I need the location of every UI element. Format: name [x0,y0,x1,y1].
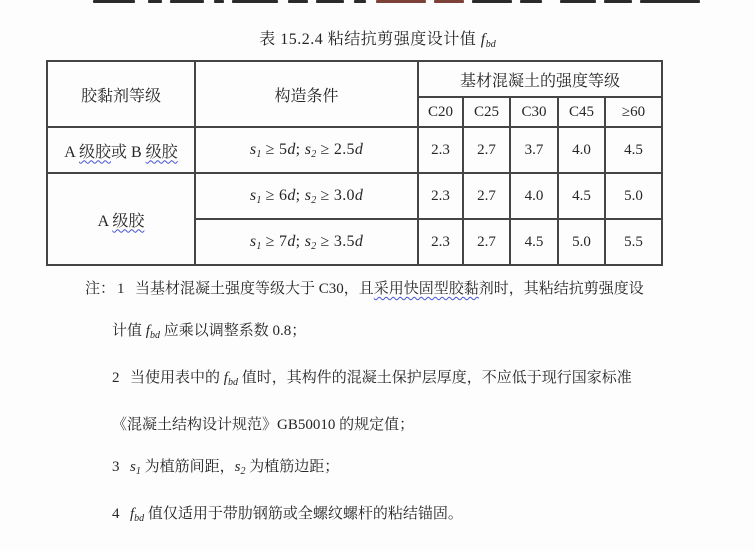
spacing-var [250,233,262,250]
table-row [47,127,662,173]
strength-value-cell: 2.7 [463,173,510,219]
math-subscript: 2 [240,466,246,477]
text-fragment [232,0,278,3]
note-text: 为植筋边距； [245,459,340,475]
note-wavy-text: 采用快固型胶黏 [373,281,479,297]
adhesive-grade-cell [47,127,195,173]
math-subscript: 1 [256,194,262,206]
grade-header-cell: C30 [510,97,558,127]
note-text: 应乘以调整系数 0.8； [159,323,307,339]
header-construction-condition: 构造条件 [195,61,418,127]
note-line [112,415,737,435]
strength-value-cell: 2.3 [418,173,463,219]
table-caption-text: 表 15.2.4 粘结抗剪强度设计值 [259,31,477,48]
fbd-base: f [480,31,486,48]
math-base: s [249,186,257,204]
math-subscript: 1 [135,466,141,477]
note-text: 当使用表中的 [130,370,224,386]
note-line [85,279,737,299]
header-concrete-strength-group: 基材混凝土的强度等级 [418,61,662,97]
note-text: 计值 [112,323,146,339]
adhesive-grade-cell [47,173,195,265]
strength-value-cell: 5.5 [605,219,662,265]
table-row [47,173,662,219]
bond-strength-table [46,60,663,266]
spacing-var [305,187,317,204]
note-number: 3 [112,459,120,475]
math-base: f [223,370,228,386]
notes-label: 注： [85,281,116,297]
strength-value-cell: 4.5 [558,173,605,219]
unit-d: d [354,140,364,158]
note-math [235,459,246,475]
text-fragment [434,0,464,3]
condition-cell: $s_1 \ge 5d$; $s_2 \ge 2.5d$ [195,127,418,173]
text-fragment [472,0,512,3]
math-subscript: 2 [311,148,317,160]
table-caption [0,26,755,50]
text-fragment [376,0,426,3]
math-base: s [249,232,257,250]
math-base: s [304,186,312,204]
adhesive-grade-wavy-text: 级胶 [78,143,111,161]
note-math [146,323,160,339]
adhesive-grade-text: A [64,143,79,161]
math-subscript: bd [227,377,238,388]
strength-value-cell: 2.7 [463,219,510,265]
note-number: 2 [112,370,120,386]
spacing-var [305,141,317,158]
note-number: 4 [112,506,120,522]
unit-d: d [287,140,296,158]
spacing-var [250,187,262,204]
note-text: 值时，其构件的混凝土保护层厚度，不应低于现行国家标准 [237,370,632,386]
spacing-var [250,141,262,158]
math-subscript: bd [134,513,145,524]
grade-header-cell: ≥60 [605,97,662,127]
strength-value-cell: 4.0 [510,173,558,219]
grade-header-cell: C25 [463,97,510,127]
text-fragment [520,0,542,3]
text-fragment [214,0,224,3]
note-text: 《混凝土结构设计规范》GB50010 的规定值； [112,417,415,433]
text-fragment [288,0,308,3]
note-math [130,506,144,522]
text-fragment [640,0,700,3]
math-base: s [304,232,312,250]
math-subscript: bd [149,330,160,341]
note-number: 1 [117,281,125,297]
math-subscript: 1 [256,148,262,160]
condition-cell: $s_1 \ge 7d$; $s_2 \ge 3.5d$ [195,219,418,265]
text-fragment [148,0,162,3]
strength-value-cell: 5.0 [605,173,662,219]
note-math [130,459,141,475]
fbd-subscript: bd [485,39,496,50]
text-fragment [170,0,204,3]
note-text: 剂时，其粘结抗剪强度设 [478,281,644,297]
strength-value-cell: 4.0 [558,127,605,173]
math-base: s [234,459,241,475]
strength-value-cell: 3.7 [510,127,558,173]
adhesive-grade-text: A [97,212,113,230]
grade-header-cell: C20 [418,97,463,127]
unit-d: d [287,186,296,204]
note-line [112,504,737,529]
text-fragment [316,0,344,3]
math-base: s [130,459,136,475]
strength-value-cell: 2.3 [418,127,463,173]
strength-value-cell: 2.7 [463,127,510,173]
math-base: f [145,323,150,339]
strength-value-cell: 2.3 [418,219,463,265]
text-fragment [604,0,632,3]
condition-cell: $s_1 \ge 6d$; $s_2 \ge 3.0d$ [195,173,418,219]
header-adhesive-grade: 胶黏剂等级 [47,61,195,127]
note-line [112,368,737,393]
text-fragment [354,0,366,3]
unit-d: d [354,232,364,250]
adhesive-grade-wavy-text: 级胶 [145,143,178,161]
note-line [112,321,737,346]
unit-d: d [354,186,364,204]
strength-value-cell: 4.5 [605,127,662,173]
math-subscript: 2 [311,240,317,252]
table-notes [85,279,737,551]
note-math [224,370,238,386]
adhesive-grade-text: 或 B [110,143,146,161]
note-line [112,457,737,482]
math-base: f [130,506,135,522]
cropped-text-fragments [0,0,755,4]
note-text: 值仅适用于带肋钢筋或全螺纹螺杆的粘结锚固。 [144,506,463,522]
strength-value-cell: 4.5 [510,219,558,265]
strength-value-cell: 5.0 [558,219,605,265]
spacing-var [305,233,317,250]
math-subscript: 2 [311,194,317,206]
fbd-symbol [481,31,496,48]
text-fragment [93,0,135,3]
adhesive-grade-wavy-text: 级胶 [112,212,145,230]
math-subscript: 1 [256,240,262,252]
unit-d: d [287,232,296,250]
math-base: s [249,140,257,158]
grade-header-cell: C45 [558,97,605,127]
text-fragment [560,0,596,3]
math-base: s [304,140,312,158]
note-text: 为植筋间距， [140,459,235,475]
note-text: 当基材混凝土强度等级大于 C30，且 [135,281,374,297]
